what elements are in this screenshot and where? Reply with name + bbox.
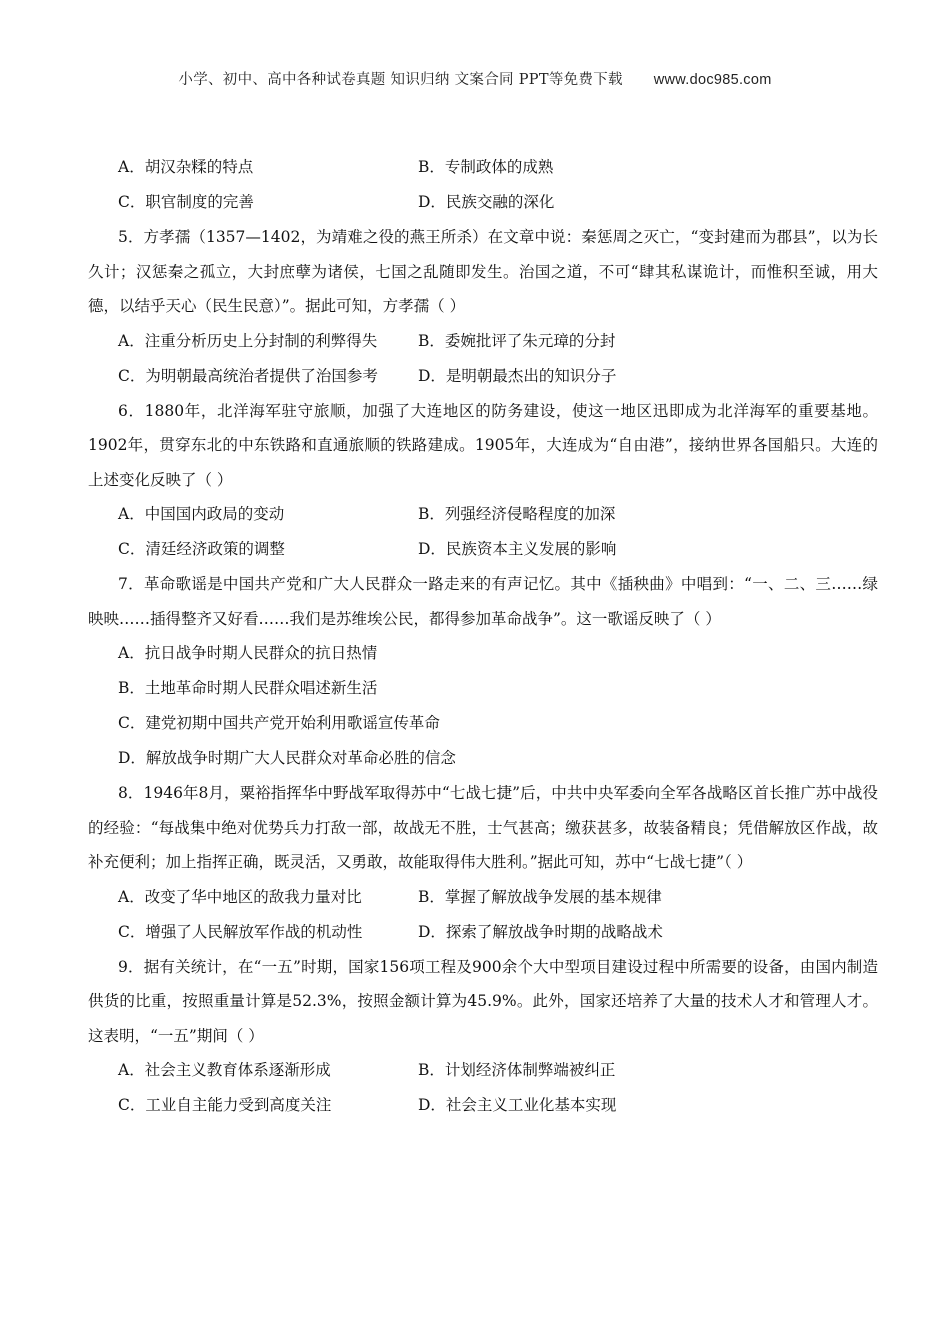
q4-option-d[interactable]: D．民族交融的深化 bbox=[418, 193, 555, 211]
q7-option-c[interactable]: C．建党初期中国共产党开始利用歌谣宣传革命 bbox=[118, 714, 440, 732]
q8-option-c[interactable]: C．增强了人民解放军作战的机动性 bbox=[118, 922, 363, 941]
q9-options-row-1 bbox=[88, 1053, 878, 1088]
q6-options-row-1 bbox=[88, 497, 878, 532]
q6-option-b[interactable]: B．列强经济侵略程度的加深 bbox=[418, 505, 616, 523]
q6-option-a[interactable]: A．中国国内政局的变动 bbox=[118, 505, 285, 523]
q4-options-row-2 bbox=[88, 185, 878, 220]
header-site-link[interactable]: www.doc985.com bbox=[653, 72, 772, 88]
q7-option-a[interactable]: A．抗日战争时期人民群众的抗日热情 bbox=[118, 644, 378, 662]
q7-option-d[interactable]: D．解放战争时期广大人民群众对革命必胜的信念 bbox=[118, 749, 456, 767]
header-text: 小学、初中、高中各种试卷真题 知识归纳 文案合同 PPT等免费下载 bbox=[178, 72, 623, 88]
q7-stem: 7．革命歌谣是中国共产党和广大人民群众一路走来的有声记忆。其中《插秧曲》中唱到：“一、二、三……绿映映……插得整齐又好看……我们是苏维埃公民，都得参加革命战争”。这一歌谣反映了（ ） bbox=[88, 575, 878, 628]
q9-option-a[interactable]: A．社会主义教育体系逐渐形成 bbox=[118, 1061, 331, 1079]
exam-content bbox=[88, 150, 878, 1123]
q9-stem: 9．据有关统计，在“一五”时期，国家156项工程及900余个大中型项目建设过程中所需要的设备，由国内制造供货的比重，按照重量计算是52.3%，按照金额计算为45.9%。此外，国家还培养了大量的技术人才和管理人才。这表明，“一五”期间（ ） bbox=[88, 957, 878, 1045]
q6-option-d[interactable]: D．民族资本主义发展的影响 bbox=[418, 540, 617, 558]
q5-options-row-2 bbox=[88, 359, 878, 394]
q4-option-b[interactable]: B．专制政体的成熟 bbox=[418, 158, 554, 176]
q9-option-b[interactable]: B．计划经济体制弊端被纠正 bbox=[418, 1061, 616, 1079]
q5-option-b[interactable]: B．委婉批评了朱元璋的分封 bbox=[418, 331, 616, 350]
q5-option-d[interactable]: D．是明朝最杰出的知识分子 bbox=[418, 366, 617, 385]
q8-option-a[interactable]: A．改变了华中地区的敌我力量对比 bbox=[118, 887, 362, 906]
q5-stem: 5．方孝孺（1357—1402，为靖难之役的燕王所杀）在文章中说：秦惩周之灭亡，“变封建而为郡县”，以为长久计；汉惩秦之孤立，大封庶孽为诸侯，七国之乱随即发生。治国之道，不可“肆其私谋诡计，而惟积至诚，用大德，以结乎天心（民生民意）”。据此可知，方孝孺（ ） bbox=[88, 228, 878, 315]
q6-option-c[interactable]: C．清廷经济政策的调整 bbox=[118, 540, 285, 558]
q7-option-b[interactable]: B．土地革命时期人民群众唱述新生活 bbox=[118, 679, 378, 697]
q8-options-row-2 bbox=[88, 915, 878, 950]
q5-option-c[interactable]: C．为明朝最高统治者提供了治国参考 bbox=[118, 366, 378, 385]
q6-options-row-2 bbox=[88, 532, 878, 567]
q4-option-a[interactable]: A．胡汉杂糅的特点 bbox=[118, 158, 254, 176]
q8-stem: 8．1946年8月，粟裕指挥华中野战军取得苏中“七战七捷”后，中共中央军委向全军各战略区首长推广苏中战役的经验：“每战集中绝对优势兵力打敌一部，故战无不胜，士气甚高；缴获甚多，故装备精良；凭借解放区作战，故补充便利；加上指挥正确，既灵活，又勇敢，故能取得伟大胜利。”据此可知，苏中“七战七捷”（ ） bbox=[88, 784, 878, 871]
q9-option-c[interactable]: C．工业自主能力受到高度关注 bbox=[118, 1096, 332, 1114]
q8-option-b[interactable]: B．掌握了解放战争发展的基本规律 bbox=[418, 887, 662, 906]
page-header bbox=[0, 68, 950, 89]
q6-stem: 6．1880年，北洋海军驻守旅顺，加强了大连地区的防务建设，使这一地区迅即成为北洋海军的重要基地。1902年，贯穿东北的中东铁路和直通旅顺的铁路建成。1905年，大连成为“自由港”，接纳世界各国船只。大连的上述变化反映了（ ） bbox=[88, 401, 878, 489]
q5-option-a[interactable]: A．注重分析历史上分封制的利弊得失 bbox=[118, 331, 378, 350]
q8-option-d[interactable]: D．探索了解放战争时期的战略战术 bbox=[418, 922, 663, 941]
q4-options-row-1 bbox=[88, 150, 878, 185]
q8-options-row-1 bbox=[88, 880, 878, 915]
q4-option-c[interactable]: C．职官制度的完善 bbox=[118, 193, 254, 211]
q9-option-d[interactable]: D．社会主义工业化基本实现 bbox=[418, 1096, 617, 1114]
q9-options-row-2 bbox=[88, 1088, 878, 1123]
q5-options-row-1 bbox=[88, 324, 878, 359]
